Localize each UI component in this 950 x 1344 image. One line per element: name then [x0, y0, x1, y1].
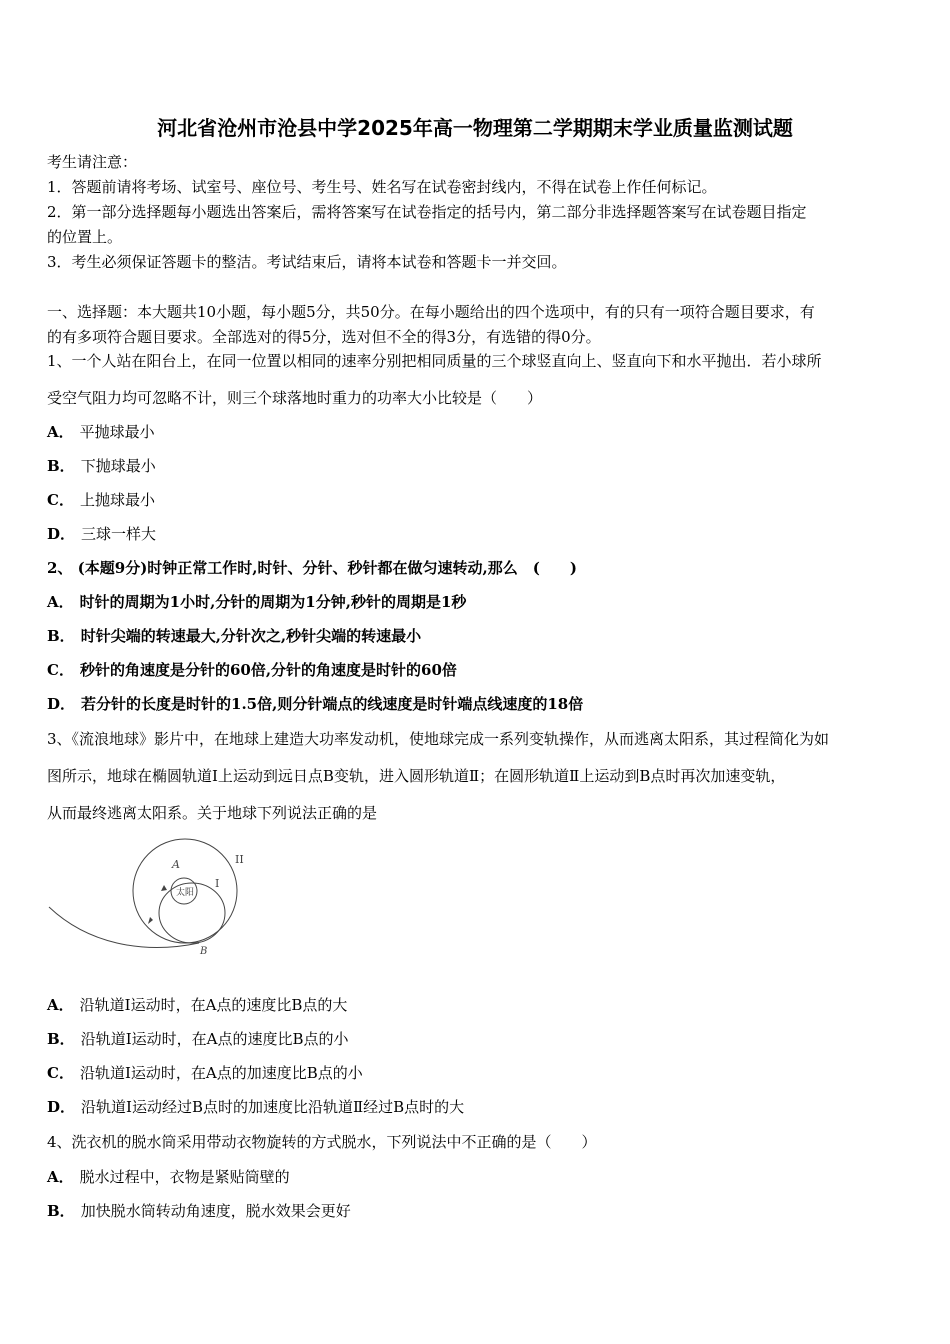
notice-item: 的位置上。	[47, 228, 123, 246]
option-label: B．	[47, 457, 75, 475]
option-text: 加快脱水筒转动角速度，脱水效果会更好	[80, 1202, 351, 1220]
option-label: A．	[47, 996, 74, 1014]
option-label: A．	[47, 593, 74, 611]
q3-option-b	[47, 1029, 917, 1049]
q1-option-b	[47, 456, 917, 476]
q2-option-a	[47, 592, 917, 612]
option-text: 脱水过程中，衣物是紧贴筒壁的	[79, 1168, 290, 1186]
option-label: B．	[47, 627, 75, 645]
direction-arrow-icon	[161, 885, 167, 891]
option-label: D．	[47, 1098, 76, 1116]
q1-stem: 1、一个人站在阳台上，在同一位置以相同的速率分别把相同质量的三个球竖直向上、竖直向下和水平抛出．若小球所	[47, 352, 822, 370]
q3-option-c	[47, 1063, 917, 1083]
q1-option-c	[47, 490, 917, 510]
option-label: C．	[47, 491, 74, 509]
option-label: D．	[47, 695, 76, 713]
q4-stem: 4、洗衣机的脱水筒采用带动衣物旋转的方式脱水，下列说法中不正确的是（ ）	[47, 1133, 597, 1151]
q2-option-c	[47, 660, 917, 680]
sun-label: 太阳	[176, 888, 195, 898]
q1-option-a	[47, 422, 917, 442]
option-label: C．	[47, 1064, 74, 1082]
option-text: 三球一样大	[81, 525, 157, 543]
option-label: A．	[47, 423, 74, 441]
option-text: 沿轨道Ⅰ运动时，在A点的速度比B点的大	[79, 996, 348, 1014]
escape-trajectory	[49, 907, 199, 948]
option-text: 沿轨道Ⅰ运动时，在A点的加速度比B点的小	[79, 1064, 363, 1082]
orbit-diagram	[47, 835, 262, 975]
point-b-label: B	[200, 946, 208, 957]
option-text: 沿轨道Ⅰ运动时，在A点的速度比B点的小	[80, 1030, 349, 1048]
orbit-ii-label: II	[235, 853, 244, 866]
page-title: 河北省沧州市沧县中学2025年高一物理第二学期期末学业质量监测试题	[157, 116, 793, 140]
q3-stem: 3、《流浪地球》影片中，在地球上建造大功率发动机，使地球完成一系列变轨操作，从而逃离太阳系，其过程简化为如	[47, 730, 830, 748]
q2-option-d	[47, 694, 917, 714]
q1-stem-cont: 受空气阻力均可忽略不计，则三个球落地时重力的功率大小比较是（ ）	[47, 389, 543, 407]
q4-option-a	[47, 1167, 917, 1187]
section-heading: 一、选择题：本大题共10小题，每小题5分，共50分。在每小题给出的四个选项中，有的只有一项符合题目要求，有	[47, 303, 815, 321]
q4-option-b	[47, 1201, 917, 1221]
orbit-i-label: I	[215, 877, 220, 890]
option-label: C．	[47, 661, 74, 679]
q2-stem: 2、 (本题9分)时钟正常工作时,时针、分针、秒针都在做匀速转动,那么 ( )	[47, 559, 577, 577]
option-label: B．	[47, 1030, 75, 1048]
option-label: D．	[47, 525, 76, 543]
option-text: 时针的周期为1小时,分针的周期为1分钟,秒针的周期是1秒	[79, 593, 467, 611]
notice-heading: 考生请注意：	[47, 153, 138, 171]
option-label: A．	[47, 1168, 74, 1186]
option-text: 若分针的长度是时针的1.5倍,则分针端点的线速度是时针端点线速度的18倍	[81, 695, 584, 713]
point-a-label: A	[172, 858, 180, 871]
option-text: 上抛球最小	[79, 491, 155, 509]
option-text: 秒针的角速度是分针的60倍,分针的角速度是时针的60倍	[79, 661, 457, 679]
q2-option-b	[47, 626, 917, 646]
option-text: 时针尖端的转速最大,分针次之,秒针尖端的转速最小	[80, 627, 422, 645]
q1-option-d	[47, 524, 917, 544]
q3-option-d	[47, 1097, 917, 1117]
notice-item: 2．第一部分选择题每小题选出答案后，需将答案写在试卷指定的括号内，第二部分非选择题答案写在试卷题目指定	[47, 203, 807, 221]
option-text: 平抛球最小	[79, 423, 155, 441]
q3-stem-cont: 图所示，地球在椭圆轨道Ⅰ上运动到远日点B变轨，进入圆形轨道Ⅱ；在圆形轨道Ⅱ上运动到B点时再次加速变轨，	[47, 767, 786, 785]
notice-item: 1．答题前请将考场、试室号、座位号、考生号、姓名写在试卷密封线内，不得在试卷上作任何标记。	[47, 178, 717, 196]
section-heading-cont: 的有多项符合题目要求。全部选对的得5分，选对但不全的得3分，有选错的得0分。	[47, 328, 601, 346]
q3-option-a	[47, 995, 917, 1015]
notice-item: 3．考生必须保证答题卡的整洁。考试结束后，请将本试卷和答题卡一并交回。	[47, 253, 567, 271]
option-label: B．	[47, 1202, 75, 1220]
option-text: 下抛球最小	[80, 457, 156, 475]
direction-arrow-icon	[148, 917, 153, 924]
q3-stem-cont: 从而最终逃离太阳系。关于地球下列说法正确的是	[47, 804, 378, 822]
option-text: 沿轨道Ⅰ运动经过B点时的加速度比沿轨道Ⅱ经过B点时的大	[81, 1098, 465, 1116]
